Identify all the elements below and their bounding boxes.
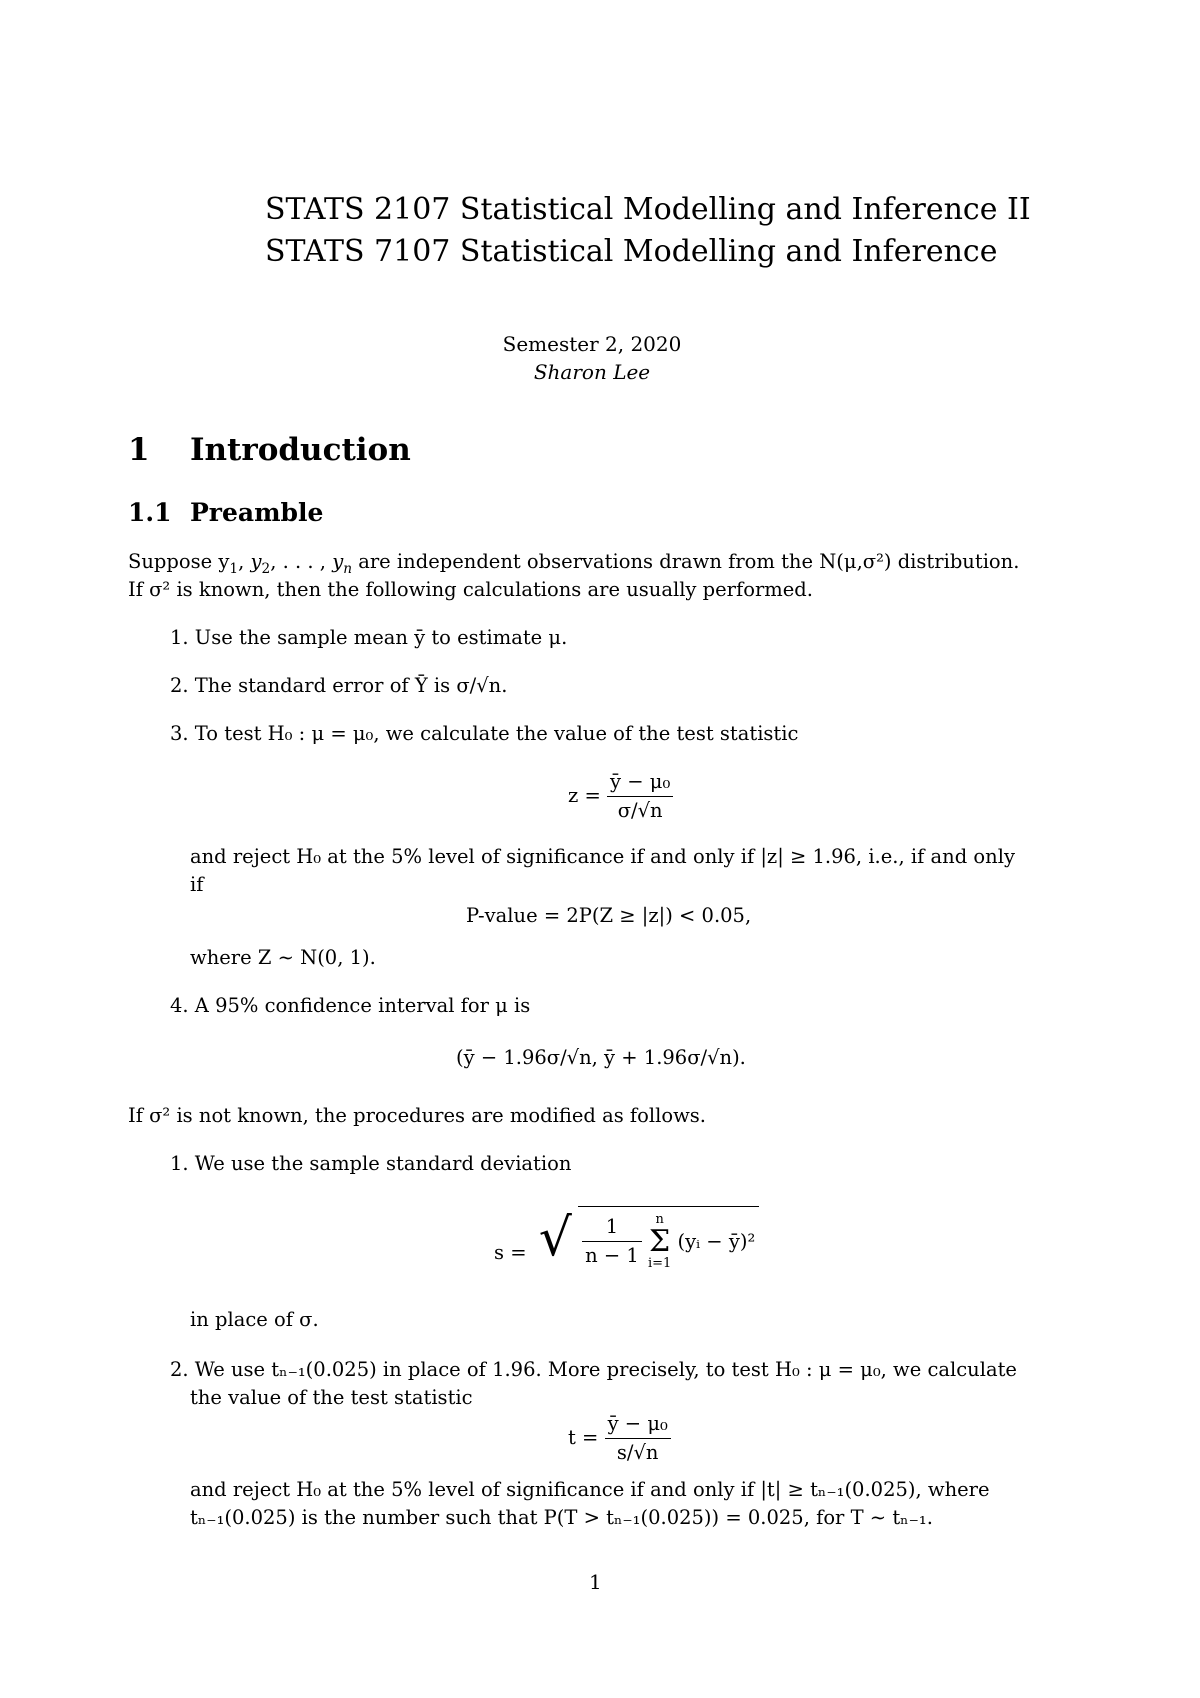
t-formula	[568, 1410, 671, 1467]
z-formula	[568, 768, 673, 825]
unknown-item-2b: the value of the test statistic	[190, 1386, 473, 1409]
reject-line-2a: and reject H₀ at the 5% level of significance if and only if |t| ≥ tₙ₋₁(0.025), where	[190, 1478, 990, 1501]
reject-line-2b: tₙ₋₁(0.025) is the number such that P(T > tₙ₋₁(0.025)) = 0.025, for T ∼ tₙ₋₁.	[190, 1506, 933, 1529]
known-item-4: 4. A 95% confidence interval for μ is	[170, 994, 531, 1017]
sigma-symbol: Σ	[649, 1223, 671, 1259]
z-lhs: z =	[568, 784, 601, 807]
sum-term: (yᵢ − ȳ)²	[677, 1229, 756, 1253]
pvalue-formula: P-value = 2P(Z ≥ |z|) < 0.05,	[466, 904, 752, 927]
unknown-item-1: 1. We use the sample standard deviation	[170, 1152, 572, 1175]
reject-line-1: and reject H₀ at the 5% level of significance if and only if |z| ≥ 1.96, i.e., if and only	[190, 845, 1015, 868]
t-numerator: ȳ − μ₀	[605, 1410, 671, 1439]
reject-line-1b: if	[190, 873, 204, 896]
subsection-number: 1.1	[128, 498, 172, 527]
in-place-line: in place of σ.	[190, 1308, 319, 1331]
sqrt-body	[578, 1206, 759, 1271]
sqrt-sign: √	[538, 1208, 572, 1268]
where-line: where Z ∼ N(0, 1).	[190, 946, 376, 969]
course-title-1: STATS 2107 Statistical Modelling and Inference II	[265, 192, 1031, 227]
intro-text-a: Suppose y	[128, 550, 230, 573]
known-item-1: 1. Use the sample mean ȳ to estimate μ.	[170, 626, 568, 649]
s-frac-num: 1	[582, 1213, 642, 1242]
course-title-2: STATS 7107 Statistical Modelling and Inference	[265, 234, 998, 269]
semester: Semester 2, 2020	[502, 332, 682, 356]
intro-line-2: If σ² is known, then the following calculations are usually performed.	[128, 578, 813, 601]
sum-upper: n	[655, 1211, 664, 1227]
sum-lower: i=1	[648, 1255, 672, 1271]
s-formula	[494, 1198, 759, 1288]
author: Sharon Lee	[533, 360, 651, 384]
z-fraction	[607, 768, 673, 825]
z-denominator: σ/√n	[617, 799, 663, 822]
unknown-intro: If σ² is not known, the procedures are modified as follows.	[128, 1104, 706, 1127]
page-number: 1	[589, 1570, 602, 1594]
t-denominator: s/√n	[616, 1441, 659, 1464]
t-lhs: t =	[568, 1426, 599, 1449]
t-fraction	[605, 1410, 671, 1467]
section-title: Introduction	[190, 432, 411, 468]
ci-formula: (ȳ − 1.96σ/√n, ȳ + 1.96σ/√n).	[456, 1046, 746, 1069]
s-fraction	[582, 1213, 642, 1270]
known-item-3: 3. To test H₀ : μ = μ₀, we calculate the value of the test statistic	[170, 722, 799, 745]
subsection-heading	[128, 498, 323, 527]
z-numerator: ȳ − μ₀	[607, 768, 673, 797]
summation	[648, 1213, 671, 1271]
intro-text-b: are independent observations drawn from the N(μ,σ²) distribution.	[352, 550, 1020, 573]
unknown-item-2a: 2. We use tₙ₋₁(0.025) in place of 1.96. More precisely, to test H₀ : μ = μ₀, we calculate	[170, 1358, 1017, 1381]
intro-line-1: Suppose $y_1$, $y_2$, . . . , $y_n$ are independent observations drawn from the N(μ,σ²) distribution.	[128, 550, 1020, 577]
section-heading	[128, 432, 411, 468]
known-item-2: 2. The standard error of Ȳ is σ/√n.	[170, 674, 508, 697]
s-frac-den: n − 1	[585, 1244, 639, 1267]
subsection-title: Preamble	[190, 498, 324, 527]
section-number: 1	[128, 432, 150, 468]
s-lhs: s =	[494, 1241, 527, 1264]
